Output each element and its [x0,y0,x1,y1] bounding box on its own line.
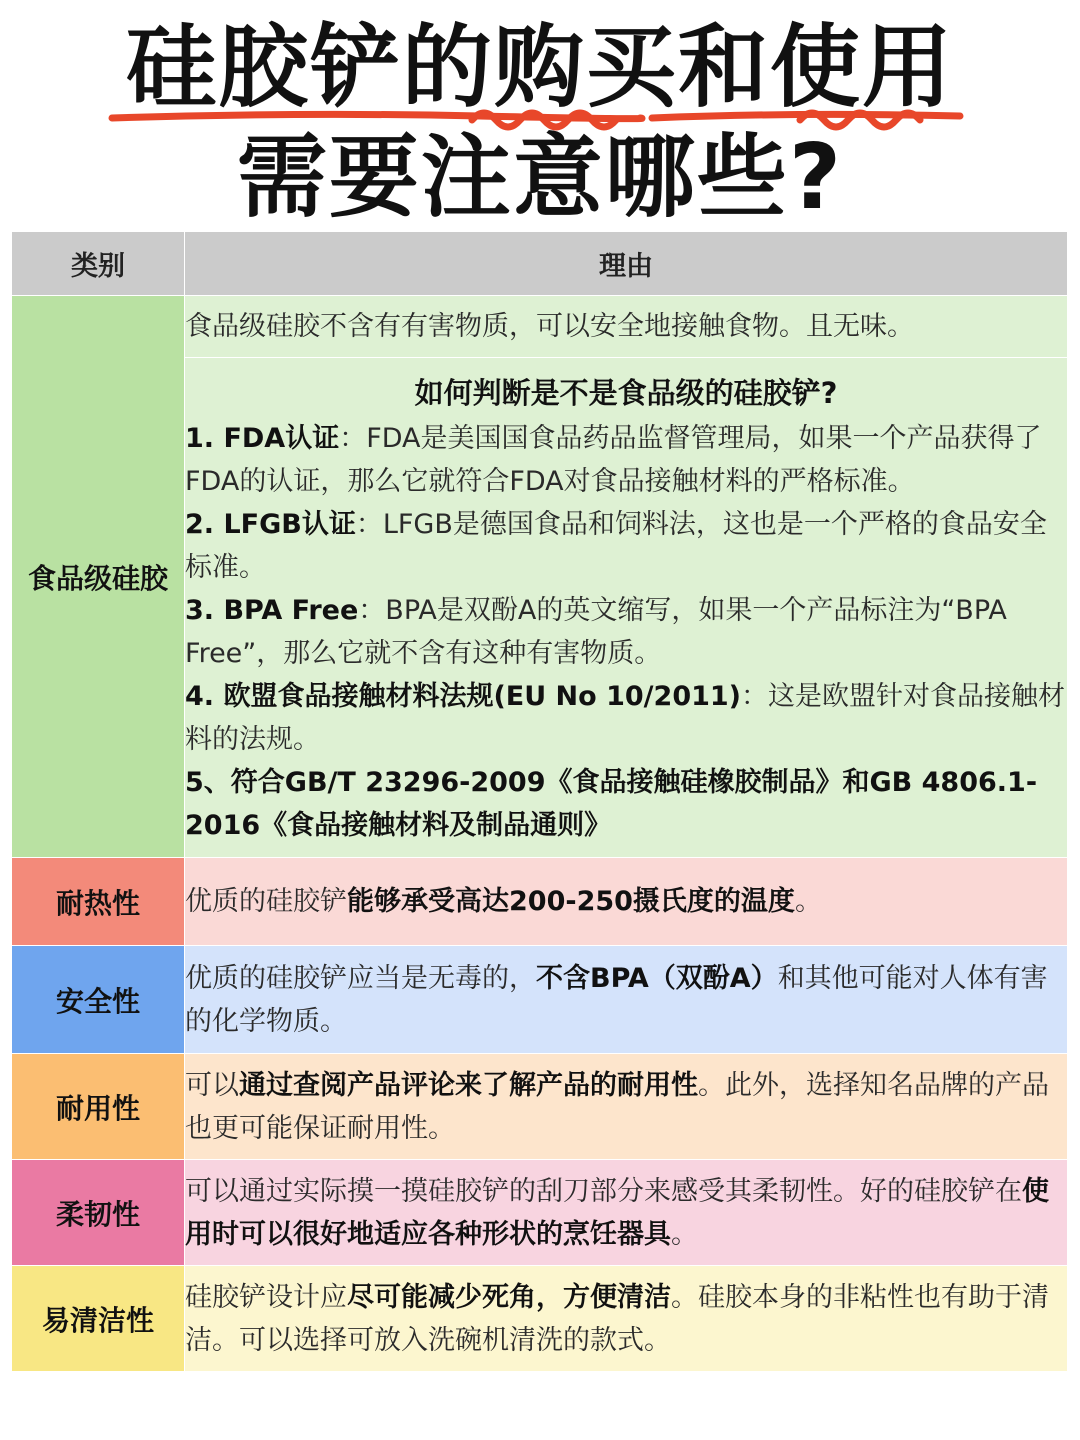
reason-safety: 优质的硅胶铲应当是无毒的，不含BPA（双酚A）和其他可能对人体有害的化学物质。 [185,946,1068,1054]
reason-heat: 优质的硅胶铲能够承受高达200-250摄氏度的温度。 [185,858,1068,946]
info-table [11,231,1068,1372]
category-cleaning: 易清洁性 [12,1266,185,1372]
table-header-row [12,232,1068,296]
list-item: 5、符合GB/T 23296-2009《食品接触硅橡胶制品》和GB 4806.1-2016《食品接触材料及制品通则》 [185,767,1038,841]
title-area [0,0,1080,230]
list-item: 1. FDA认证：FDA是美国国食品药品监督管理局，如果一个产品获得了FDA的认证，那么它就符合FDA对食品接触材料的严格标准。 [185,423,1042,497]
category-safety: 安全性 [12,946,185,1054]
reason-flexibility: 可以通过实际摸一摸硅胶铲的刮刀部分来感受其柔韧性。好的硅胶铲在使用时可以很好地适应各种形状的烹饪器具。 [185,1160,1068,1266]
reason-cleaning: 硅胶铲设计应尽可能减少死角，方便清洁。硅胶本身的非粘性也有助于清洁。可以选择可放入洗碗机清洗的款式。 [185,1266,1068,1372]
table-row-heat [12,858,1068,946]
food-grade-how-title: 如何判断是不是食品级的硅胶铲? [414,376,838,410]
table-row-cleaning [12,1266,1068,1372]
food-grade-intro: 食品级硅胶不含有有害物质，可以安全地接触食物。且无味。 [185,296,1068,358]
table-row-safety [12,946,1068,1054]
page-title-line1: 硅胶铲的购买和使用 [126,15,954,120]
header-reason: 理由 [185,232,1068,296]
category-durability: 耐用性 [12,1054,185,1160]
category-food-grade: 食品级硅胶 [12,296,185,858]
list-item: 2. LFGB认证：LFGB是德国食品和饲料法，这也是一个严格的食品安全标准。 [185,509,1047,583]
table-row-flexibility [12,1160,1068,1266]
reason-durability: 可以通过查阅产品评论来了解产品的耐用性。此外，选择知名品牌的产品也更可能保证耐用性。 [185,1054,1068,1160]
header-category: 类别 [12,232,185,296]
table-row-food-grade-intro [12,296,1068,358]
list-item: 4. 欧盟食品接触材料法规(EU No 10/2011)：这是欧盟针对食品接触材料的法规。 [185,681,1066,755]
table-row-durability [12,1054,1068,1160]
category-flexibility: 柔韧性 [12,1160,185,1266]
category-heat: 耐热性 [12,858,185,946]
list-item: 3. BPA Free：BPA是双酚A的英文缩写，如果一个产品标注为“BPA Free”，那么它就不含有这种有害物质。 [185,595,1007,669]
page-title-line2: 需要注意哪些? [236,125,844,230]
food-grade-how-cell [185,358,1068,858]
